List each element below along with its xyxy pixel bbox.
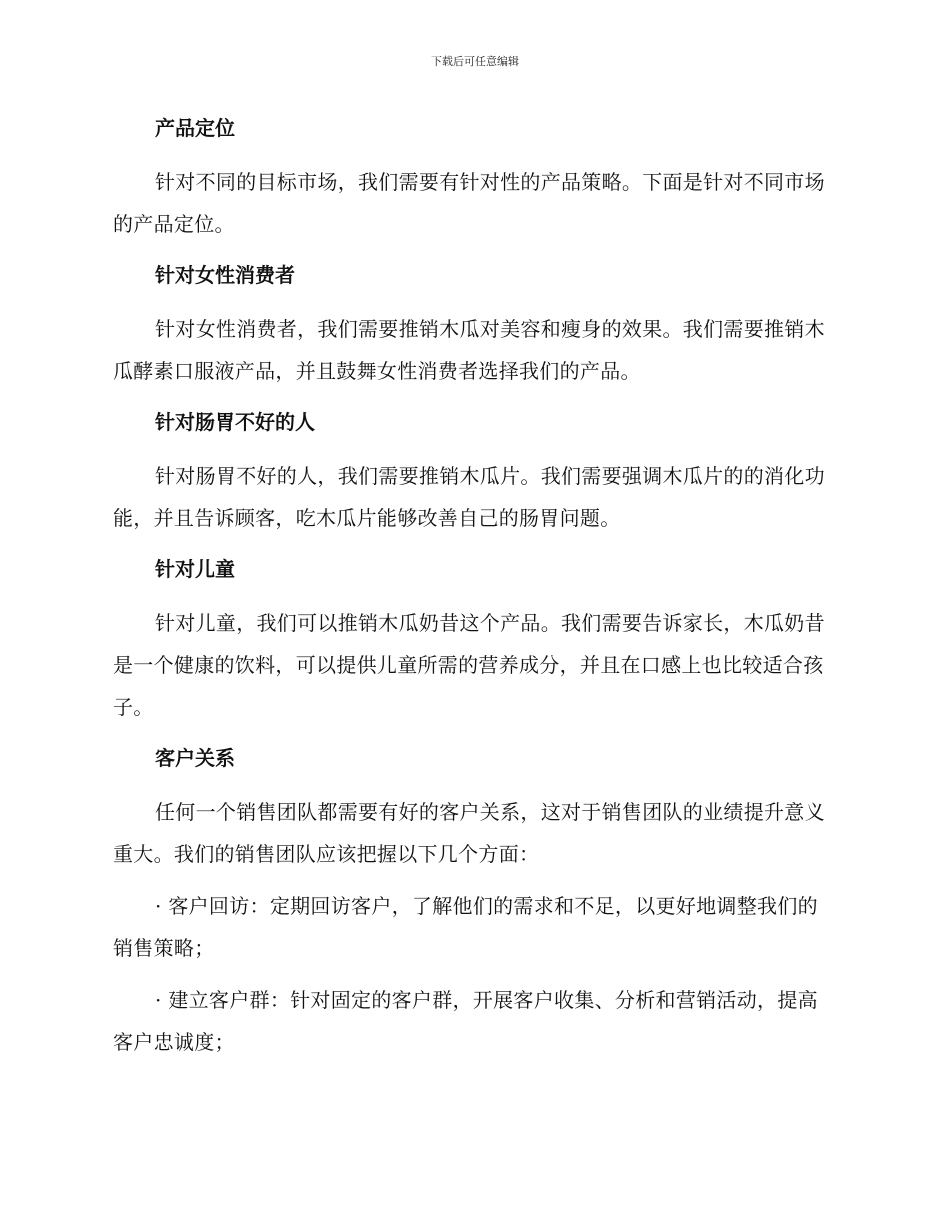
page-header: 下载后可任意编辑 [431, 55, 519, 68]
section-customer-relations [113, 738, 831, 1063]
section-heading: 客户关系 [155, 746, 235, 770]
document-body [113, 108, 831, 1063]
section-digestive-issues [113, 402, 831, 549]
section-female-consumers [113, 255, 831, 402]
section-heading: 产品定位 [155, 116, 235, 140]
section-product-positioning [113, 108, 831, 255]
paragraph: 针对儿童，我们可以推销木瓜奶昔这个产品。我们需要告诉家长，木瓜奶昔是一个健康的饮料，可以提供儿童所需的营养成分，并且在口感上也比较适合孩子。 [113, 611, 825, 719]
paragraph: 针对不同的目标市场，我们需要有针对性的产品策略。下面是针对不同市场的产品定位。 [113, 170, 825, 236]
section-heading: 针对肠胃不好的人 [155, 410, 315, 434]
paragraph: 针对女性消费者，我们需要推销木瓜对美容和瘦身的效果。我们需要推销木瓜酵素口服液产品，并且鼓舞女性消费者选择我们的产品。 [113, 317, 825, 383]
paragraph: 针对肠胃不好的人，我们需要推销木瓜片。我们需要强调木瓜片的的消化功能，并且告诉顾客，吃木瓜片能够改善自己的肠胃问题。 [113, 464, 825, 530]
section-heading: 针对女性消费者 [155, 263, 295, 287]
bullet-item: · 建立客户群：针对固定的客户群，开展客户收集、分析和营销活动，提高客户忠诚度； [113, 988, 818, 1054]
paragraph: 任何一个销售团队都需要有好的客户关系，这对于销售团队的业绩提升意义重大。我们的销售团队应该把握以下几个方面： [113, 800, 825, 866]
section-children [113, 549, 831, 738]
section-heading: 针对儿童 [155, 557, 235, 581]
bullet-item: · 客户回访：定期回访客户，了解他们的需求和不足，以更好地调整我们的销售策略； [113, 894, 818, 960]
